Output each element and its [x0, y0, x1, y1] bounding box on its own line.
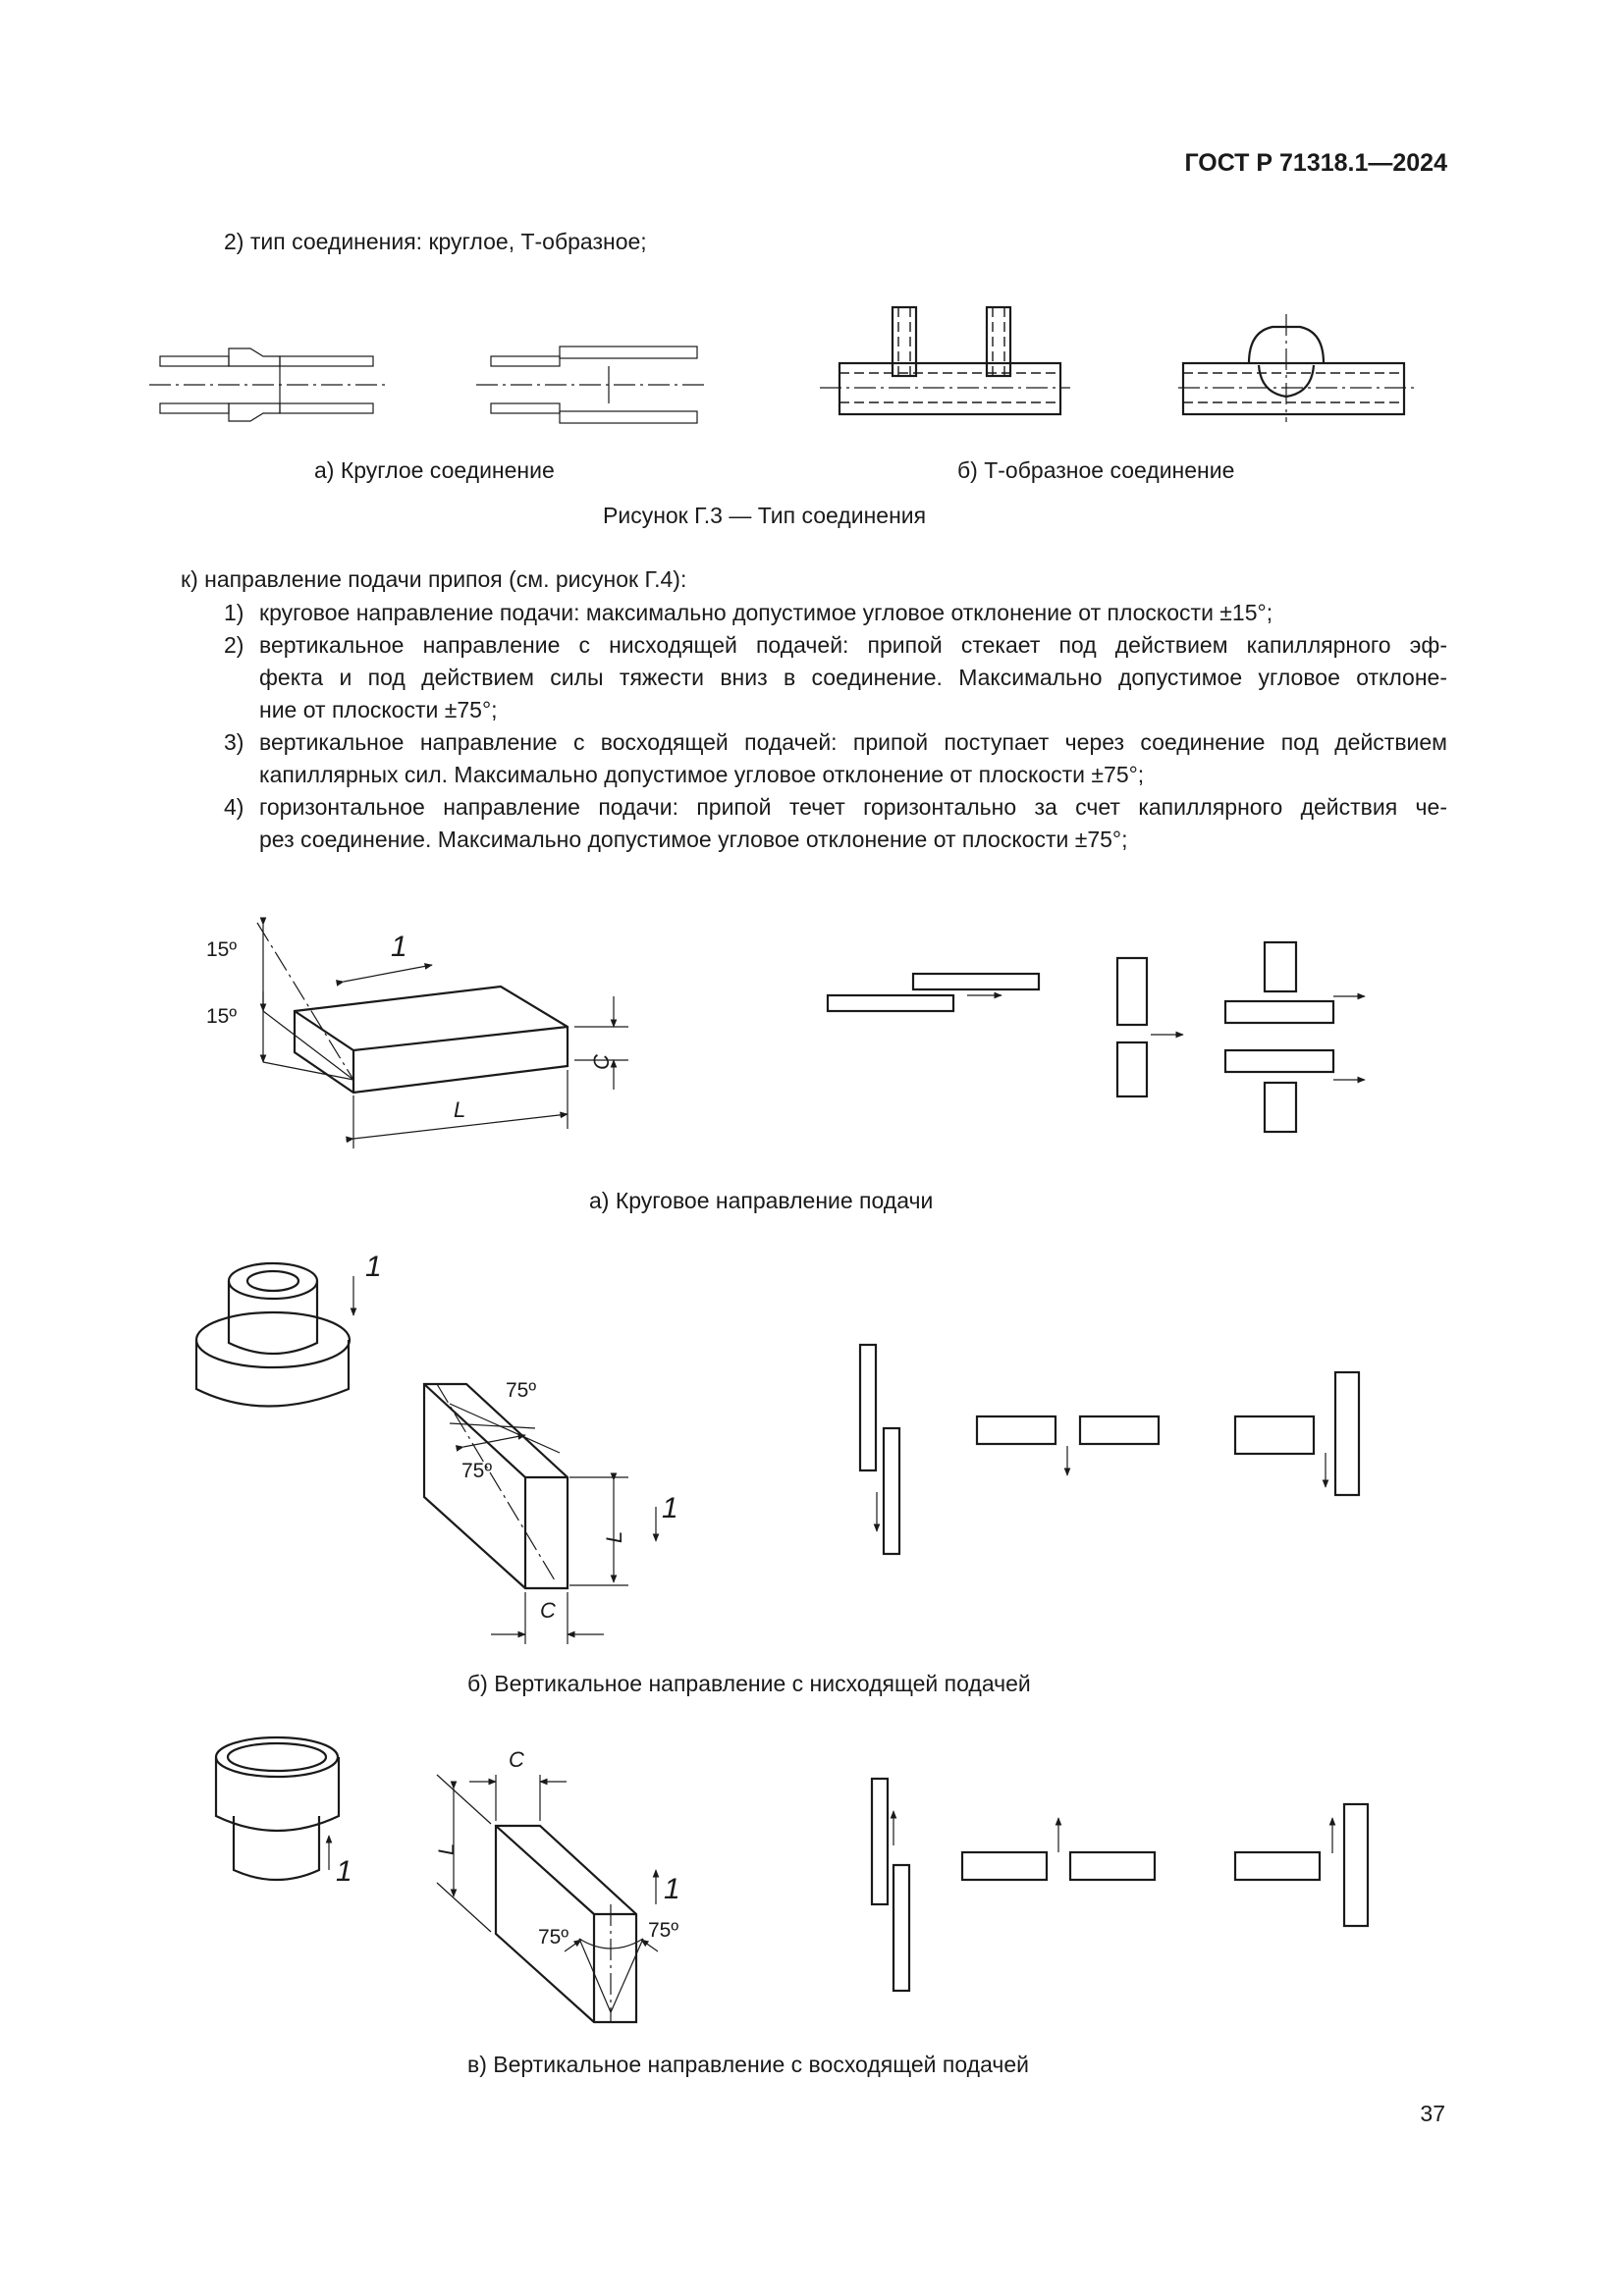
list-item-connection-type: 2) тип соединения: круглое, Т-образное; [224, 229, 647, 254]
list-item-4-line-2: рез соединение. Максимально допустимое угловое отклонение от плоскости ±75°; [259, 827, 1128, 852]
list-item-1-line-1: круговое направление подачи: максимально допустимое угловое отклонение от плоскости ±15°; [259, 600, 1273, 625]
length-label-ascending: L [434, 1842, 459, 1855]
list-item-num-3: 3) [224, 729, 244, 755]
figure-g3-title: Рисунок Г.3 — Тип соединения [603, 503, 927, 528]
page-number: 37 [1420, 2101, 1445, 2126]
descending-feed-cylinder [196, 1263, 353, 1407]
list-item-num-1: 1) [224, 600, 244, 625]
list-item-4-line-1: горизонтальное направление подачи: припой течет горизонтально за счет капиллярного действия че- [259, 794, 1447, 820]
angle-label-75-descending-top: 75º [506, 1379, 537, 1402]
marker-1-descending: 1 [365, 1251, 382, 1283]
angle-label-75-ascending-left: 75º [538, 1926, 569, 1949]
descending-feed-schematics [860, 1345, 1359, 1554]
marker-1-circular: 1 [391, 931, 407, 963]
thickness-label-ascending: C [509, 1747, 524, 1772]
angle-label-75-ascending-right: 75º [648, 1919, 679, 1942]
figure-g3-caption-b: б) Т-образное соединение [957, 457, 1235, 483]
ascending-feed-plate [437, 1775, 658, 2022]
length-label-circular: L [454, 1097, 466, 1122]
thickness-label-circular: C [589, 1054, 614, 1070]
length-label-descending: L [602, 1530, 626, 1543]
section-k-heading: к) направление подачи припоя (см. рисунок Г.4): [181, 566, 687, 592]
figure-g4-caption-c: в) Вертикальное направление с восходящей подачей [467, 2052, 1029, 2077]
marker-1-ascending-plate: 1 [664, 1873, 680, 1905]
list-item-num-4: 4) [224, 794, 244, 820]
list-item-num-2: 2) [224, 632, 244, 658]
circular-feed-plate [257, 923, 628, 1148]
list-item-3-line-2: капиллярных сил. Максимально допустимое угловое отклонение от плоскости ±75°; [259, 762, 1145, 787]
figure-g4-caption-a: а) Круговое направление подачи [589, 1188, 934, 1213]
figure-g3-caption-a: а) Круглое соединение [314, 457, 555, 483]
marker-1-descending-plate: 1 [662, 1492, 678, 1524]
circular-feed-schematics [828, 942, 1365, 1132]
list-item-2-line-3: ние от плоскости ±75°; [259, 697, 498, 722]
ascending-feed-schematics [872, 1779, 1368, 1991]
document-id: ГОСТ Р 71318.1—2024 [1184, 149, 1447, 177]
list-item-2-line-2: фекта и под действием силы тяжести вниз в соединение. Максимально допустимое угловое отклоне- [259, 665, 1447, 690]
ascending-feed-cylinder [216, 1737, 339, 1880]
list-item-3-line-1: вертикальное направление с восходящей подачей: припой поступает через соединение под действием [259, 729, 1447, 755]
list-item-2-line-1: вертикальное направление с нисходящей подачей: припой стекает под действием капиллярного эф- [259, 632, 1447, 658]
marker-1-ascending: 1 [336, 1855, 352, 1888]
figure-g4-caption-b: б) Вертикальное направление с нисходящей подачей [467, 1671, 1031, 1696]
angle-label-15-top: 15º [206, 938, 238, 961]
angle-label-75-descending-bottom: 75º [461, 1460, 493, 1482]
angle-label-15-bottom: 15º [206, 1005, 238, 1028]
thickness-label-descending: C [540, 1598, 556, 1623]
